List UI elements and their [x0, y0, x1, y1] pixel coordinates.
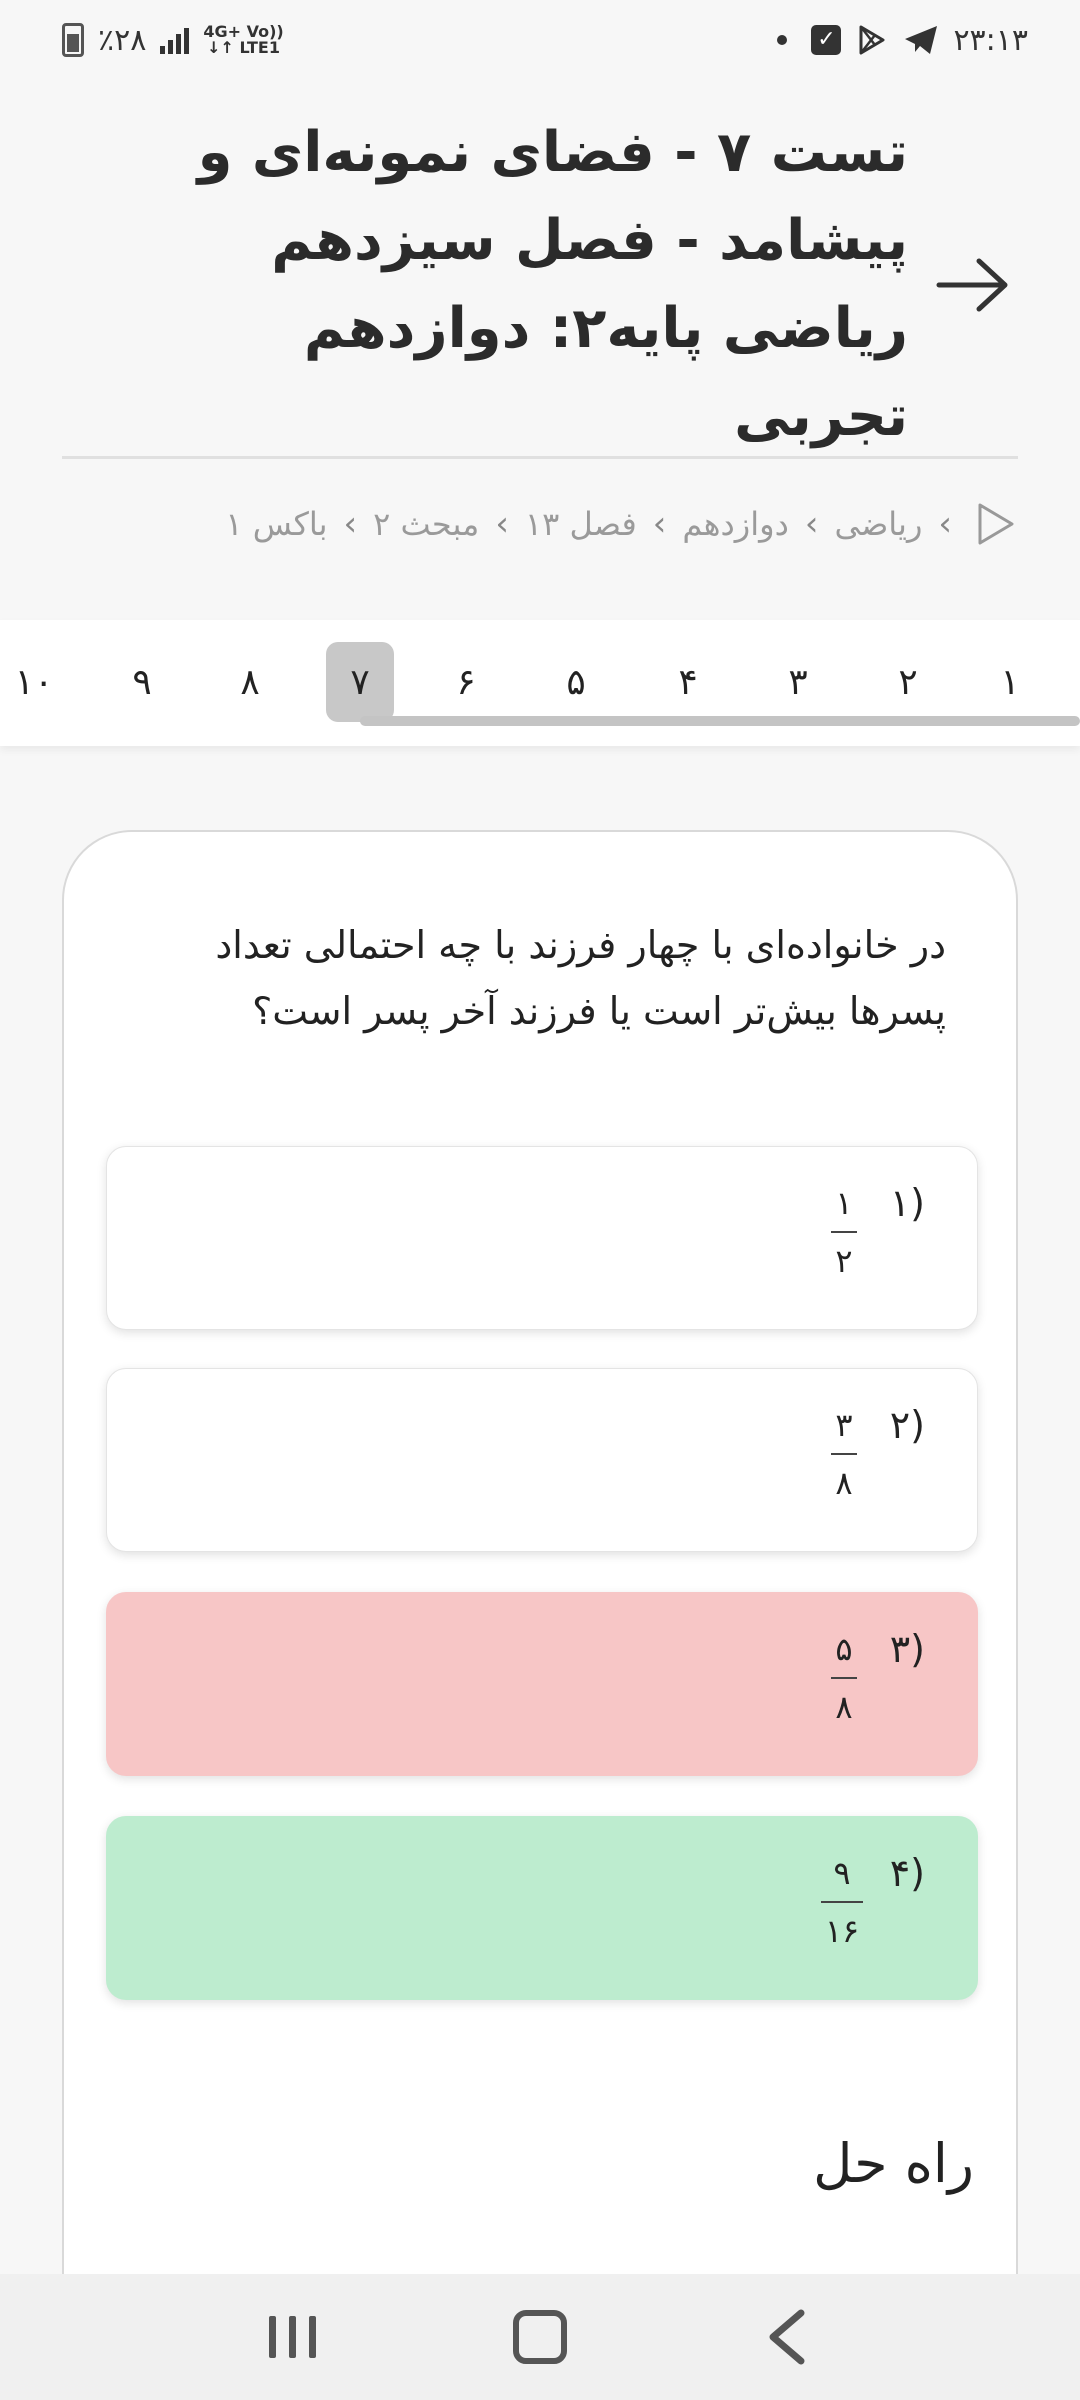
status-right: [777, 23, 1028, 58]
question-tab-9[interactable]: ۹: [132, 661, 152, 703]
question-tab-10[interactable]: ۱۰: [14, 661, 54, 703]
page-title: تست ۷ - فضای نمونه‌ای و پیشامد - فصل سیزدهم ریاضی پایه۲: دوازدهم تجربی: [197, 120, 908, 449]
chevron-left-icon: ‹: [804, 504, 819, 544]
question-tab-7[interactable]: ۷: [326, 642, 394, 722]
chevron-left-icon: ‹: [495, 504, 509, 544]
fraction-bar: [831, 1677, 857, 1679]
notification-dot-icon: [777, 35, 787, 45]
answer-option-3[interactable]: [106, 1592, 978, 1776]
answer-option-4[interactable]: [106, 1816, 978, 2000]
question-tab-1[interactable]: ۱: [1000, 661, 1020, 703]
fraction-denominator: ۱۶: [824, 1912, 860, 1950]
chevron-left-icon: ‹: [938, 504, 952, 544]
option-number: ۲): [889, 1403, 925, 1447]
status-left: [62, 23, 284, 58]
answer-option-1[interactable]: [106, 1146, 978, 1330]
fraction-numerator: ۳: [835, 1406, 853, 1444]
breadcrumb-item[interactable]: دوازدهم: [682, 505, 789, 543]
network-type: 4G+ Vo)): [203, 22, 284, 41]
battery-level: ٪۲۸: [98, 22, 147, 58]
fraction-denominator: ۸: [835, 1464, 853, 1502]
home-button[interactable]: [495, 2292, 585, 2382]
recent-apps-icon: [263, 2312, 323, 2362]
checkbox-notification-icon: ✓: [811, 25, 841, 55]
home-icon: [510, 2307, 570, 2367]
page-header: [62, 120, 1018, 449]
breadcrumb-item[interactable]: باکس ۱: [225, 505, 328, 543]
option-fraction: [821, 1853, 863, 1951]
option-number: ۱): [889, 1181, 925, 1225]
back-button[interactable]: [928, 240, 1018, 330]
arrow-right-icon: [935, 257, 1011, 313]
question-tab-6[interactable]: ۶: [456, 661, 476, 703]
option-fraction: [831, 1405, 857, 1503]
option-fraction: [831, 1629, 857, 1727]
back-nav-button[interactable]: [742, 2292, 832, 2382]
option-fraction: [831, 1183, 857, 1281]
play-store-icon: [855, 23, 889, 57]
option-number: ۴): [889, 1851, 925, 1895]
signal-icon: [160, 26, 189, 54]
breadcrumb-item[interactable]: فصل ۱۳: [524, 505, 637, 543]
clock: ۲۳:۱۳: [953, 22, 1028, 58]
question-text: در خانواده‌ای با چهار فرزند با چه احتمالی تعداد پسرها بیش‌تر است یا فرزند آخر پسر است؟: [215, 923, 946, 1033]
breadcrumb-item[interactable]: ریاضی: [834, 505, 923, 543]
network-lte: ↓↑ LTE1: [207, 38, 280, 57]
fraction-numerator: ۵: [835, 1630, 853, 1668]
question-tab-5[interactable]: ۵: [566, 661, 586, 703]
solution-heading: راه حل: [813, 2132, 974, 2195]
question-tab-8[interactable]: ۸: [240, 661, 260, 703]
network-indicator: [203, 24, 283, 56]
breadcrumb-play-button[interactable]: [974, 500, 1018, 548]
question-tab-2[interactable]: ۲: [898, 661, 918, 703]
question-number-tabs: [0, 620, 1080, 746]
telegram-icon: [903, 24, 939, 56]
header-divider: [62, 456, 1018, 459]
question-tab-3[interactable]: ۳: [788, 661, 808, 703]
chevron-left-icon: ‹: [343, 504, 358, 544]
fraction-numerator: ۹: [833, 1854, 851, 1892]
answer-option-2[interactable]: [106, 1368, 978, 1552]
recent-apps-button[interactable]: [248, 2292, 338, 2382]
chevron-left-icon: ‹: [652, 504, 667, 544]
status-bar: [0, 0, 1080, 80]
tabs-scrollbar[interactable]: [360, 716, 1080, 726]
battery-icon: [62, 23, 84, 57]
system-nav-bar: [0, 2274, 1080, 2400]
fraction-bar: [821, 1901, 863, 1903]
option-number: ۳): [889, 1627, 925, 1671]
question-tab-4[interactable]: ۴: [678, 661, 698, 703]
back-icon: [757, 2307, 817, 2367]
fraction-denominator: ۲: [835, 1242, 853, 1280]
play-icon: [976, 501, 1016, 547]
breadcrumb: [62, 490, 1018, 558]
fraction-bar: [831, 1231, 857, 1233]
breadcrumb-item[interactable]: مبحث ۲: [373, 505, 480, 543]
fraction-denominator: ۸: [835, 1688, 853, 1726]
fraction-bar: [831, 1453, 857, 1455]
fraction-numerator: ۱: [835, 1184, 853, 1222]
question-card: [62, 830, 1018, 2330]
